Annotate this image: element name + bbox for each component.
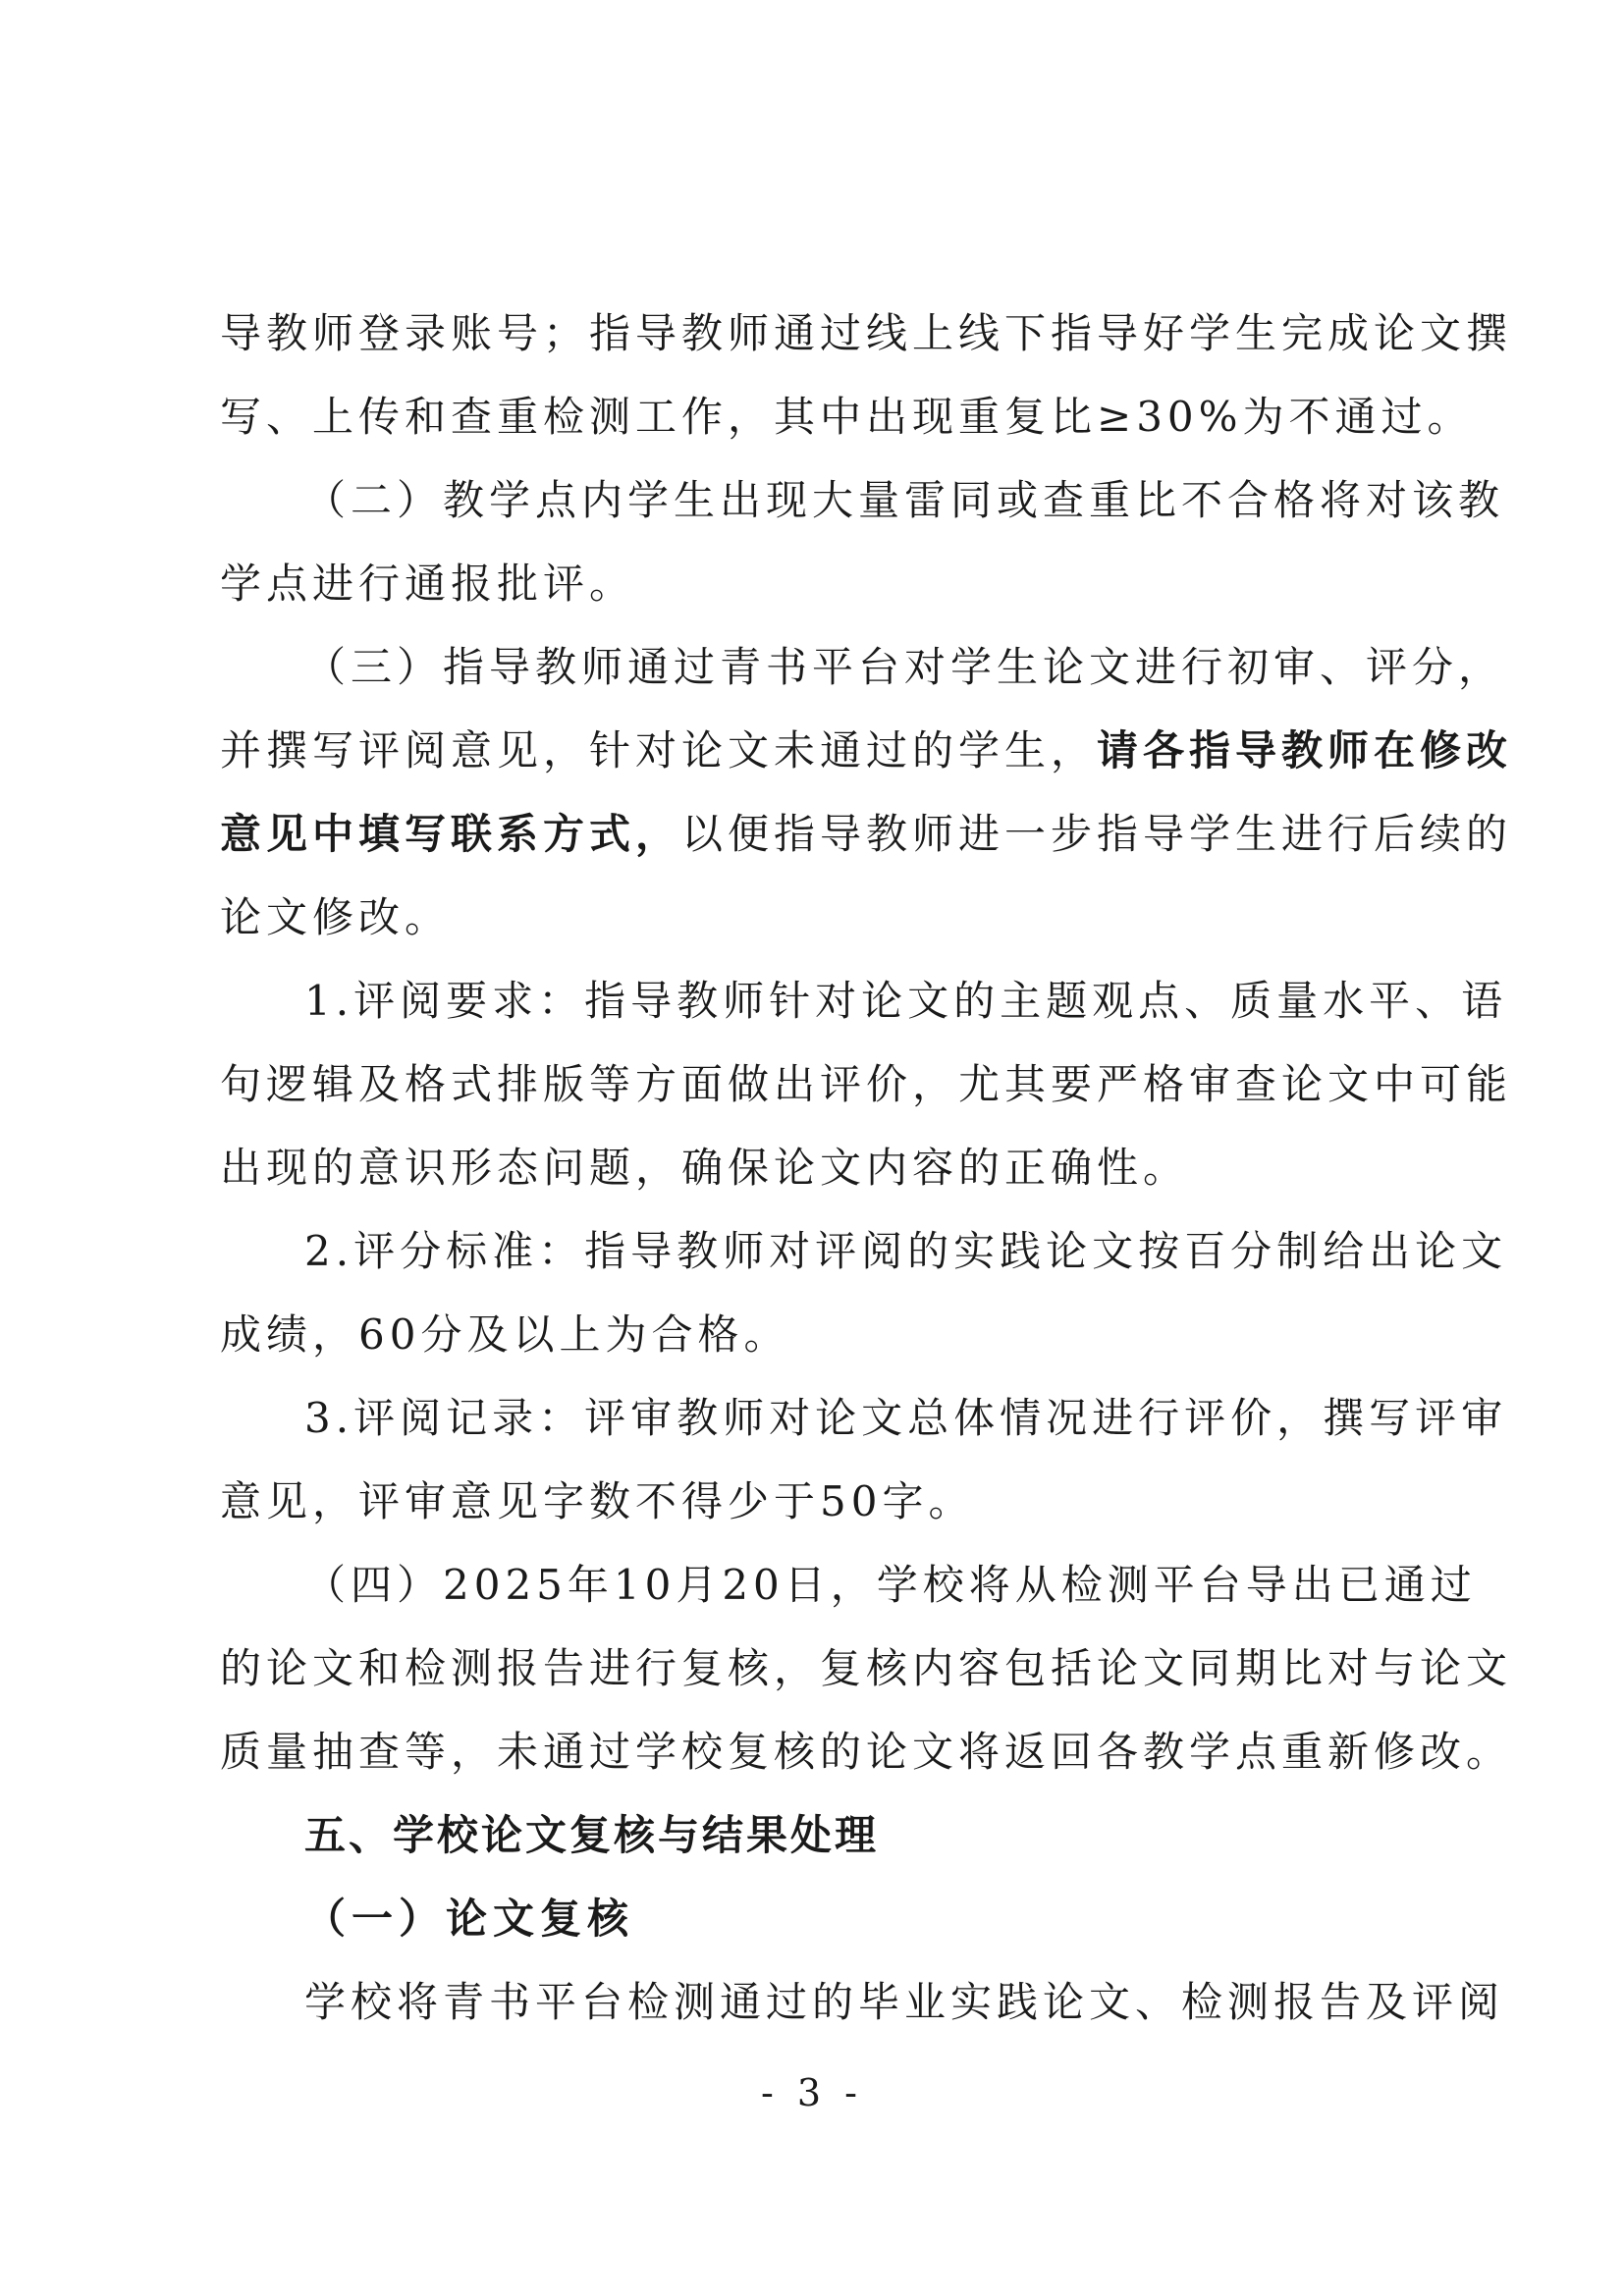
paragraph-line: 的论文和检测报告进行复核，复核内容包括论文同期比对与论文 xyxy=(220,1644,1513,1692)
paragraph-line: 论文修改。 xyxy=(220,893,452,941)
paragraph-line: 意见，评审意见字数不得少于50字。 xyxy=(220,1477,975,1525)
paragraph-line: 学校将青书平台检测通过的毕业实践论文、检测报告及评阅 xyxy=(304,1978,1505,2026)
bold-text-run: 请各指导教师在修改 xyxy=(1097,726,1513,774)
paragraph-line: （四）2025年10月20日，学校将从检测平台导出已通过 xyxy=(304,1561,1477,1609)
page-number: - 3 - xyxy=(760,2071,863,2114)
paragraph-line: 句逻辑及格式排版等方面做出评价，尤其要严格审查论文中可能 xyxy=(220,1060,1513,1108)
subsection-heading: （一）论文复核 xyxy=(304,1895,635,1943)
paragraph-line: （三）指导教师通过青书平台对学生论文进行初审、评分， xyxy=(304,643,1505,691)
paragraph-line xyxy=(220,721,1513,780)
text-run: 并撰写评阅意见，针对论文未通过的学生， xyxy=(220,726,1098,774)
paragraph-line: 成绩，60分及以上为合格。 xyxy=(220,1310,790,1359)
paragraph-line: 3.评阅记录：评审教师对论文总体情况进行评价，撰写评审 xyxy=(304,1394,1508,1442)
bold-text-run: 意见中填写联系方式， xyxy=(220,810,682,858)
paragraph-line: 学点进行通报批评。 xyxy=(220,560,636,608)
paragraph-line: 导教师登录账号；指导教师通过线上线下指导好学生完成论文撰 xyxy=(220,309,1513,357)
paragraph-line: （二）教学点内学生出现大量雷同或查重比不合格将对该教 xyxy=(304,476,1505,524)
paragraph-line: 出现的意识形态问题，确保论文内容的正确性。 xyxy=(220,1144,1190,1192)
text-run: 以便指导教师进一步指导学生进行后续的 xyxy=(681,810,1513,858)
paragraph-line: 2.评分标准：指导教师对评阅的实践论文按百分制给出论文 xyxy=(304,1227,1508,1275)
paragraph-line: 写、上传和查重检测工作，其中出现重复比≥30%为不通过。 xyxy=(220,393,1474,441)
paragraph-line xyxy=(220,805,1513,864)
paragraph-line: 1.评阅要求：指导教师针对论文的主题观点、质量水平、语 xyxy=(304,977,1508,1025)
paragraph-line: 质量抽查等，未通过学校复核的论文将返回各教学点重新修改。 xyxy=(220,1728,1513,1776)
section-heading: 五、学校论文复核与结果处理 xyxy=(304,1811,880,1859)
